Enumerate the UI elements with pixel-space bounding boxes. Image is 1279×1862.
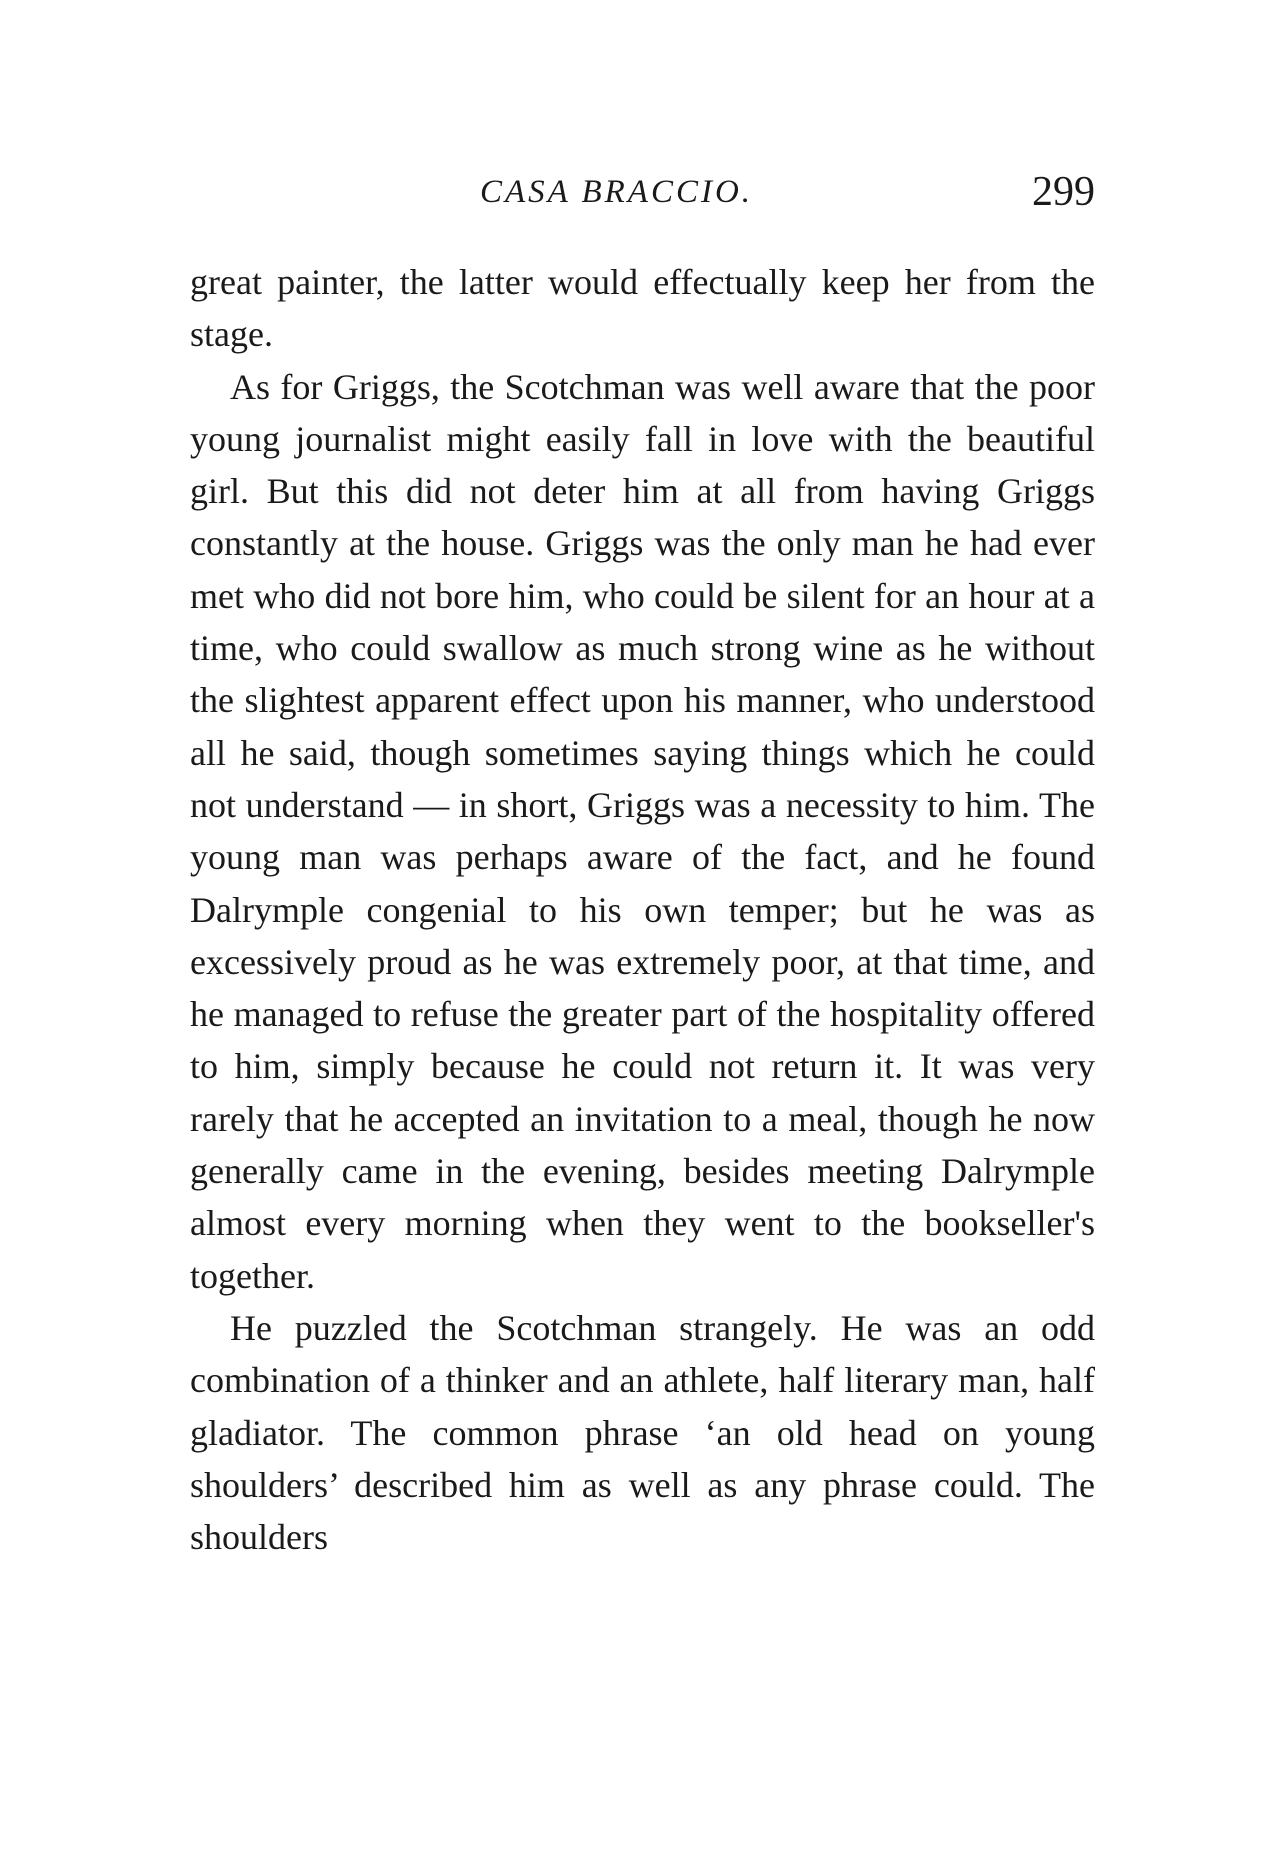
paragraph: As for Griggs, the Scotchman was well aware that the poor young journalist might easily fall in love with the beautiful girl. But this did not deter him at all from having Griggs constantly at the house. Griggs was the only man he had ever met who did not bore him, who could be silent for an hour at a time, who could swallow as much strong wine as he without the slightest apparent effect upon his manner, who understood all he said, though sometimes saying things which he could not understand — in short, Griggs was a necessity to him. The young man was perhaps aware of the fact, and he found Dalrymple congenial to his own temper; but he was as excessively proud as he was extremely poor, at that time, and he managed to refuse the greater part of the hospitality offered to him, simply because he could not return it. It was very rarely that he accepted an invitation to a meal, though he now generally came in the evening, besides meeting Dalrymple almost every morning when they went to the bookseller's together. xyxy=(190,366,1095,1296)
running-head xyxy=(190,168,1095,218)
body-text xyxy=(190,256,1095,1563)
paragraph-continued: great painter, the latter would effectually keep her from the stage. xyxy=(190,262,1095,355)
running-title: CASA BRACCIO. xyxy=(480,174,754,210)
page-number: 299 xyxy=(1032,169,1095,215)
paragraph: He puzzled the Scotchman strangely. He was an odd combination of a thinker and an athlete, half literary man, half gladiator. The common phrase ‘an old head on young shoulders’ described him as well as any phrase could. The shoulders xyxy=(190,1307,1095,1558)
